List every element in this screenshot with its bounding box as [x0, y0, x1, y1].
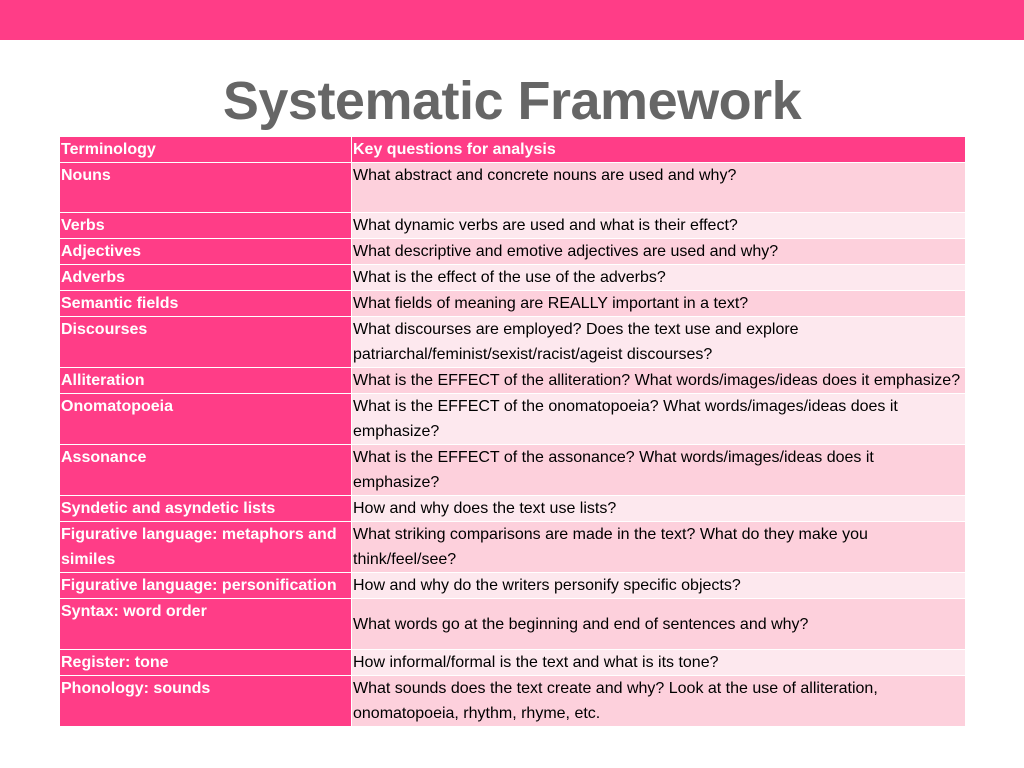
question-cell: What fields of meaning are REALLY important in a text? — [352, 291, 966, 317]
term-cell: Adverbs — [60, 265, 352, 291]
term-cell: Alliteration — [60, 368, 352, 394]
question-cell: What discourses are employed? Does the text use and explore patriarchal/feminist/sexist/racist/ageist discourses? — [352, 317, 966, 368]
table-row — [60, 599, 966, 650]
term-cell: Adjectives — [60, 239, 352, 265]
question-cell: What is the effect of the use of the adverbs? — [352, 265, 966, 291]
term-cell: Assonance — [60, 445, 352, 496]
table-row — [60, 291, 966, 317]
question-cell: What dynamic verbs are used and what is their effect? — [352, 213, 966, 239]
table-row — [60, 676, 966, 727]
question-cell: What is the EFFECT of the assonance? What words/images/ideas does it emphasize? — [352, 445, 966, 496]
term-cell: Register: tone — [60, 650, 352, 676]
framework-table — [59, 136, 966, 727]
top-accent-bar — [0, 0, 1024, 40]
table-row — [60, 394, 966, 445]
term-cell: Phonology: sounds — [60, 676, 352, 727]
table-row — [60, 213, 966, 239]
term-cell: Discourses — [60, 317, 352, 368]
term-cell: Verbs — [60, 213, 352, 239]
table-row — [60, 650, 966, 676]
header-terminology: Terminology — [60, 137, 352, 163]
term-cell: Nouns — [60, 163, 352, 213]
question-cell: What striking comparisons are made in the text? What do they make you think/feel/see? — [352, 522, 966, 573]
term-cell: Syntax: word order — [60, 599, 352, 650]
term-cell: Syndetic and asyndetic lists — [60, 496, 352, 522]
term-cell: Figurative language: personification — [60, 573, 352, 599]
term-cell: Onomatopoeia — [60, 394, 352, 445]
header-key-questions: Key questions for analysis — [352, 137, 966, 163]
question-cell: What is the EFFECT of the onomatopoeia? What words/images/ideas does it emphasize? — [352, 394, 966, 445]
question-cell: What is the EFFECT of the alliteration? What words/images/ideas does it emphasize? — [352, 368, 966, 394]
term-cell: Semantic fields — [60, 291, 352, 317]
table-row — [60, 522, 966, 573]
table-row — [60, 265, 966, 291]
term-cell: Figurative language: metaphors and similes — [60, 522, 352, 573]
slide-title: Systematic Framework — [222, 71, 802, 131]
question-cell: What sounds does the text create and why? Look at the use of alliteration, onomatopoeia, rhythm, rhyme, etc. — [352, 676, 966, 727]
table-row — [60, 239, 966, 265]
question-cell: What descriptive and emotive adjectives are used and why? — [352, 239, 966, 265]
table-row — [60, 445, 966, 496]
question-cell: How and why do the writers personify specific objects? — [352, 573, 966, 599]
question-cell: What abstract and concrete nouns are used and why? — [352, 163, 966, 213]
table-row — [60, 573, 966, 599]
question-cell: What words go at the beginning and end of sentences and why? — [352, 599, 966, 650]
question-cell: How and why does the text use lists? — [352, 496, 966, 522]
table-row — [60, 368, 966, 394]
table-header-row — [60, 137, 966, 163]
framework-table-container — [59, 136, 965, 727]
table-row — [60, 163, 966, 213]
table-row — [60, 496, 966, 522]
question-cell: How informal/formal is the text and what is its tone? — [352, 650, 966, 676]
table-row — [60, 317, 966, 368]
